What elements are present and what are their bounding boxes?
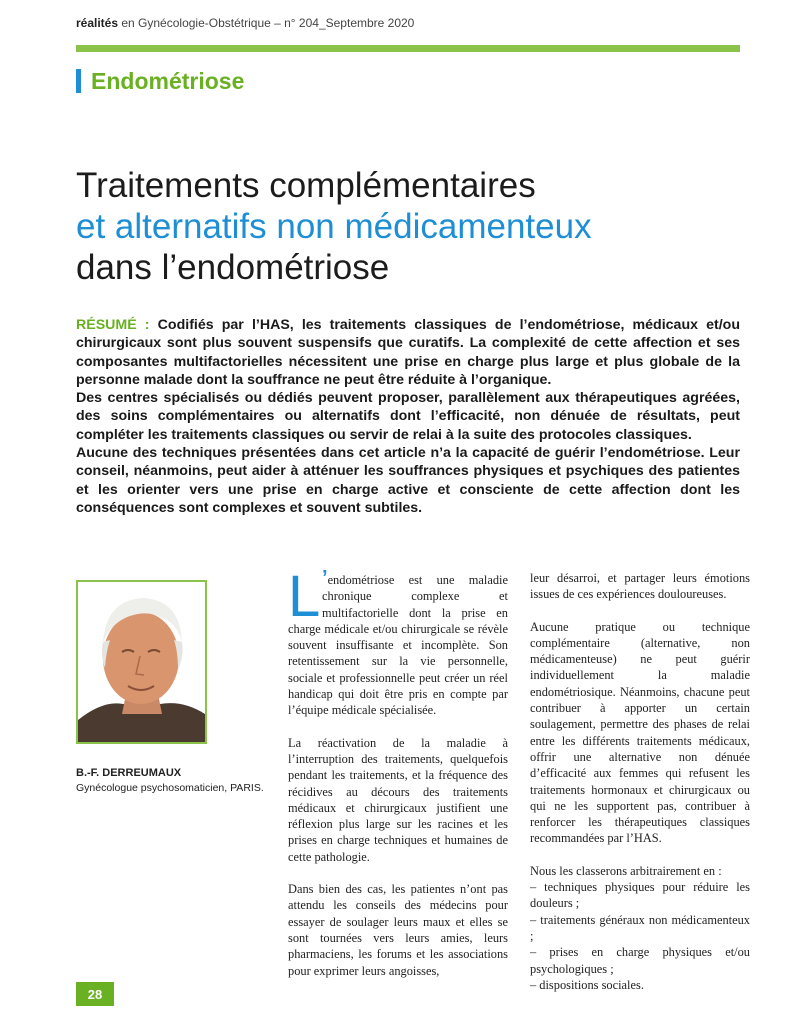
journal-name: réalités (76, 16, 119, 30)
body-paragraph: Aucune pratique ou technique complémentaire (alternative, non médicamenteuse) ne peut guérir individuellement la maladie endométriosique. Néanmoins, chacune peut contribuer à apporter un certain soulagement, permettre des phases de relai entre les différents traitements médicaux, offrir une alternative non dénuée d’efficacité aux femmes qui refusent les traitements hormonaux et chirurgicaux ou qui ne les supportent pas, contribuer à renforcer les thérapeutiques classiques recommandées par l’HAS. (530, 619, 750, 846)
header-rule (76, 45, 740, 52)
list-intro: Nous les classerons arbitrairement en : (530, 863, 722, 878)
section-tag (76, 66, 244, 96)
body-paragraph: La réactivation de la maladie à l’interruption des traitements, quelquefois pendant les traitements, et la fréquence des récidives au décours des traitements médicaux et chirurgicaux justifient une réflexion plus large sur les racines et les prises en charge techniques et humaines de cette pathologie. (288, 735, 508, 864)
journal-header (76, 16, 414, 30)
abstract (76, 316, 740, 517)
drop-cap: L (288, 564, 321, 629)
title-line-3: dans l’endométriose (76, 248, 390, 288)
title-line-2: et alternatifs non médicamenteux (76, 207, 592, 247)
abstract-label: RÉSUMÉ : (76, 317, 150, 333)
body-paragraph: leur désarroi, et partager leurs émotions issues de ces expériences douloureuses. (530, 571, 750, 602)
abstract-paragraph-1: RÉSUMÉ : Codifiés par l’HAS, les traitements classiques de l’endométriose, médicaux et/ou chirurgicaux sont plus souvent suspensifs que curatifs. La complexité de cette affection et ses composantes multifactorielles nécessitent une prise en charge plus large et plus globale de la personne malade dont la souffrance ne peut être réduite à l’organique. (76, 317, 741, 388)
title-line-1: Traitements complémentaires (76, 166, 536, 206)
list-item: – prises en charge physiques et/ou psychologiques ; (530, 945, 750, 976)
body-column-2 (530, 570, 750, 993)
list-item: – traitements généraux non médicamenteux ; (530, 912, 750, 943)
article-title (76, 165, 756, 288)
journal-issue: en Gynécologie-Obstétrique – n° 204_Septembre 2020 (118, 16, 415, 30)
abstract-paragraph-3: Aucune des techniques présentées dans cet article n’a la capacité de guérir l’endométriose. Leur conseil, néanmoins, peut aider à atténuer les souffrances physiques et psychiques des patientes et les orienter vers une prise en charge active et consciente de cette affection dont les conséquences sont complexes et souvent subtiles. (76, 445, 740, 516)
body-column-1 (288, 564, 508, 995)
page-number: 28 (76, 982, 114, 1006)
author-role: Gynécologue psychosomaticien, PARIS. (76, 782, 264, 794)
author-name: B.-F. DERREUMAUX (76, 767, 182, 779)
abstract-paragraph-2: Des centres spécialisés ou dédiés peuvent proposer, parallèlement aux thérapeutiques agréées, des soins complémentaires ou alternatifs dont l’efficacité, non dénuée de résultats, peut compléter les traitements classiques ou servir de relai à la suite des protocoles classiques. (76, 390, 740, 443)
section-title: Endométriose (91, 67, 245, 94)
author-block (76, 767, 266, 794)
body-paragraph: Dans bien des cas, les patientes n’ont pas attendu les conseils des médecins pour essayer de soulager leurs maux et elles se sont tournées vers leurs amies, leurs pharmaciens, les forums et les associations pour exprimer leurs angoisses, (288, 882, 508, 978)
section-marker (76, 69, 81, 93)
body-paragraph: L ’endométriose est une maladie chronique complexe et multifactorielle dont la prise en charge médicale et/ou chirurgicale se révèle souvent insuffisante et incomplète. Son retentissement sur la vie personnelle, sociale et professionnelle peut créer un réel handicap qui doit être pris en compte par l’équipe médicale spécialisée. (288, 564, 508, 718)
author-portrait-illustration (78, 582, 205, 742)
list-item: – dispositions sociales. (530, 977, 644, 992)
drop-cap-apostrophe: ’ (322, 567, 328, 589)
list-item: – techniques physiques pour réduire les douleurs ; (530, 880, 750, 911)
author-photo (76, 580, 207, 744)
